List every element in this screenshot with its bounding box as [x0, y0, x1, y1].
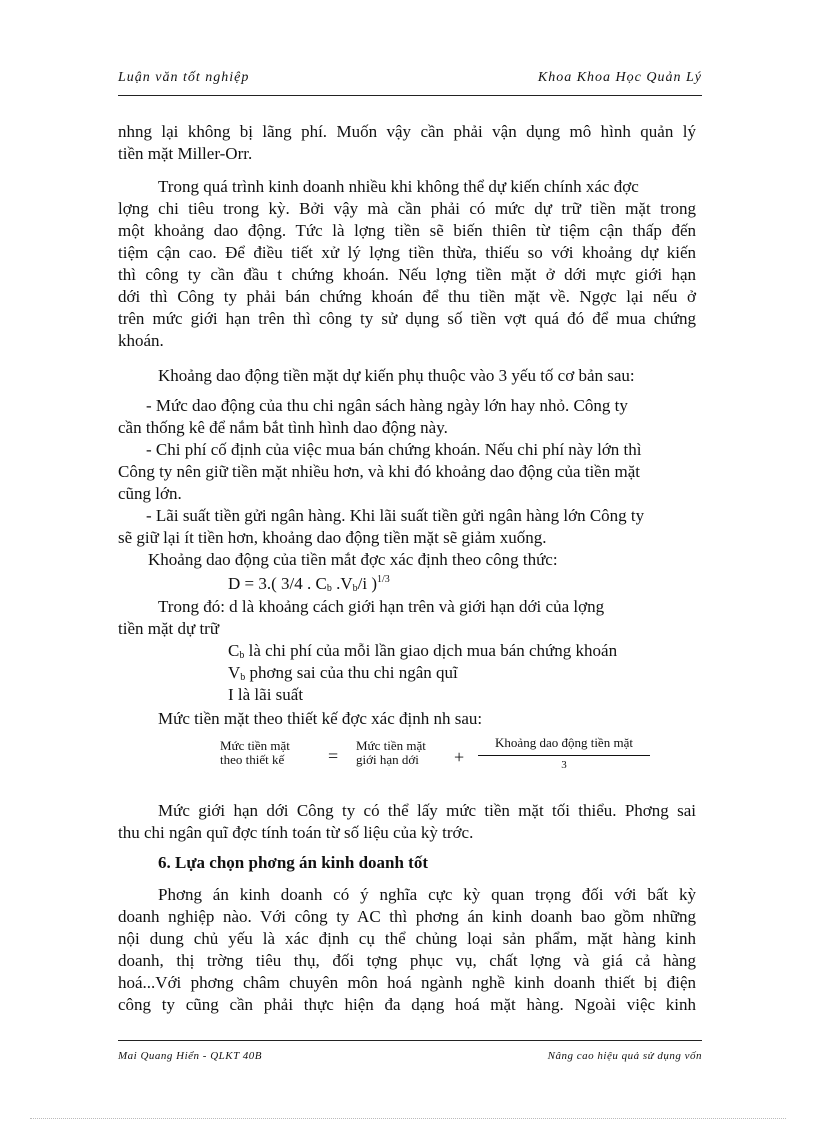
body-line: - Mức dao động của thu chi ngân sách hàng ngày lớn hay nhỏ. Công ty — [146, 396, 628, 415]
body-line: cũng lớn. — [118, 484, 182, 503]
body-line: Mức giới hạn dới Công ty có thể lấy mức tiền mặt tối thiểu. Phơng sai — [158, 801, 696, 820]
header-left: Luận văn tốt nghiệp — [118, 70, 250, 85]
body-line: công ty cũng cần phải thực hiện đa dạng hoá mặt hàng. Ngoài việc kinh — [118, 995, 696, 1014]
header-rule — [118, 95, 702, 96]
body-line: hoá...Với phơng châm chuyên môn hoá ngành nghề kinh doanh thiết bị điện — [118, 973, 696, 992]
body-line: tiệm cận cao. Để điều tiết xử lý lợng tiền thừa, thiếu so với khoảng dự kiến — [118, 243, 696, 262]
body-line: Khoảng dao động tiền mặt dự kiến phụ thuộc vào 3 yếu tố cơ bản sau: — [158, 366, 635, 385]
body-line: cần thống kê để nắm bắt tình hình dao động này. — [118, 418, 448, 437]
formula2-lhs: Mức tiền mặt theo thiết kế — [220, 738, 290, 767]
body-line: lợng chi tiêu trong kỳ. Bởi vậy mà cần phải có mức dự trữ tiền mặt trong — [118, 199, 696, 218]
formula2-plus: + — [454, 747, 465, 767]
where-vb: $V_b$ phơng sai của thu chi ngân quĩ — [228, 663, 458, 683]
body-line: sẽ giữ lại ít tiền hơn, khoảng dao động tiền mặt sẽ giảm xuống. — [118, 528, 547, 547]
design-intro: Mức tiền mặt theo thiết kế đợc xác định nh sau: — [158, 709, 483, 728]
body-line: nhng lại không bị lãng phí. Muốn vậy cần phải vận dụng mô hình quản lý — [118, 122, 696, 141]
body-line: Khoảng dao động của tiền mắt đợc xác định theo công thức: — [148, 550, 558, 569]
where-intro: tiền mặt dự trữ — [118, 619, 220, 638]
body-line: - Chi phí cố định của việc mua bán chứng khoán. Nếu chi phí này lớn thì — [146, 440, 642, 459]
header-right: Khoa Khoa Học Quản Lý — [537, 70, 702, 85]
body-line: nội dung chủ yếu là xác định cụ thể chủng loại sản phẩm, mặt hàng kinh — [118, 929, 696, 948]
footer-right: Nâng cao hiệu quả sử dụng vốn — [547, 1050, 702, 1062]
body-line: doanh nghiệp nào. Với công ty AC thì phơng án kinh doanh bao gồm những — [118, 907, 696, 926]
body-line: thu chi ngân quĩ đợc tính toán từ số liệu của kỳ trớc. — [118, 823, 474, 842]
body-line: Phơng án kinh doanh có ý nghĩa cực kỳ quan trọng đối với bất kỳ — [158, 885, 696, 904]
formula2-mid: Mức tiền mặt giới hạn dới — [356, 738, 426, 767]
where-i: I là lãi suất — [228, 685, 304, 704]
where-intro: Trong đó: d là khoảng cách giới hạn trên và giới hạn dới của lợng — [158, 597, 605, 616]
footer-rule — [118, 1040, 702, 1041]
body-line: thì công ty cần đầu t chứng khoán. Nếu lợng tiền mặt ở dới mực giới hạn — [118, 265, 696, 284]
body-line: khoán. — [118, 331, 164, 350]
body-line: - Lãi suất tiền gửi ngân hàng. Khi lãi suất tiền gửi ngân hàng lớn Công ty — [146, 506, 645, 525]
body-line: Công ty nên giữ tiền mặt nhiều hơn, và khi đó khoảng dao động của tiền mặt — [118, 462, 640, 481]
body-line: dới thì Công ty phải bán chứng khoán để thu tiền mặt về. Ngợc lại nếu ở — [118, 287, 696, 306]
body-line: Trong quá trình kinh doanh nhiều khi không thể dự kiến chính xác đợc — [158, 177, 639, 196]
section-heading: 6. Lựa chọn phơng án kinh doanh tốt — [158, 853, 428, 872]
where-cb: $C_b$ là chi phí của mỗi lần giao dịch mua bán chứng khoán — [228, 641, 618, 661]
body-line: một khoảng dao động. Tức là lợng tiền sẽ biến thiên từ tiệm cận thấp đến — [118, 221, 696, 240]
body-line: doanh, thị trờng tiêu thụ, đối tợng phục vụ, chất lợng và giá cả hàng — [118, 951, 696, 970]
body-line: tiền mặt Miller-Orr. — [118, 144, 253, 163]
formula2-numerator: Khoảng dao động tiền mặt — [495, 735, 633, 750]
page-edge-dots — [30, 1118, 786, 1119]
body-line: trên mức giới hạn trên thì công ty sử dụng số tiền vợt quá đó để mua chứng — [118, 309, 696, 328]
footer-left: Mai Quang Hiển - QLKT 40B — [118, 1050, 262, 1062]
formula2-fraction-bar — [478, 755, 650, 756]
formula-d: D = 3.( 3/4 . $C_b$ $.V_b/i$ )$^{1/3}$ — [228, 574, 390, 594]
formula2-equals: = — [328, 746, 339, 766]
formula2-denominator: 3 — [561, 759, 567, 771]
